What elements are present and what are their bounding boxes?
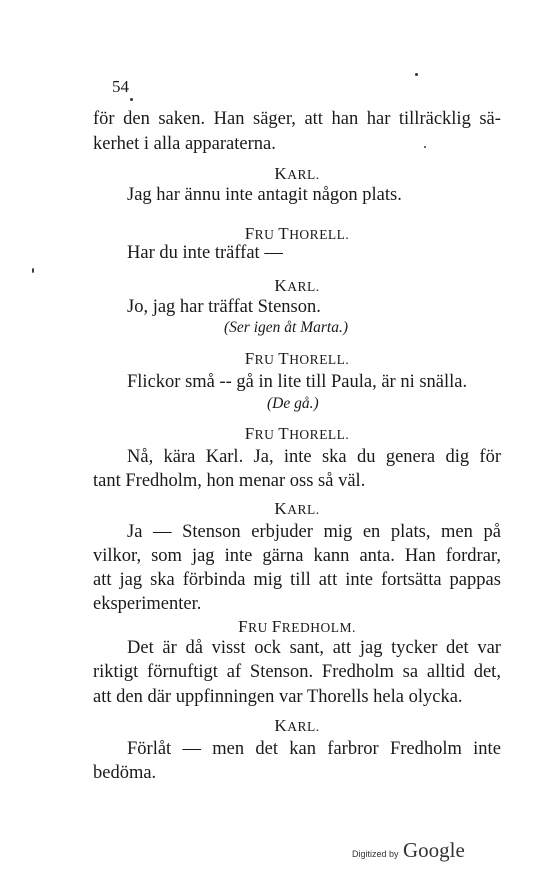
word: Han: [404, 546, 436, 566]
word: Stenson: [182, 522, 241, 542]
text-line: kerhet i alla apparaterna.: [93, 134, 276, 154]
speaker-rest: RU: [248, 620, 272, 635]
word: ska: [321, 447, 347, 467]
word: då: [185, 638, 203, 658]
word: för: [93, 109, 115, 129]
word: att: [304, 109, 323, 129]
text-line: eksperimenter.: [93, 594, 202, 614]
word: sant,: [289, 638, 325, 658]
text-line: [127, 738, 501, 760]
scan-speck: [415, 73, 418, 76]
word: vilkor,: [93, 546, 142, 566]
word: —: [182, 739, 201, 759]
speaker-name: [93, 716, 501, 737]
word: har: [366, 109, 391, 129]
word: till: [290, 570, 311, 590]
word: den: [123, 109, 150, 129]
text-line: [93, 108, 501, 130]
google-logo: Google: [402, 838, 465, 862]
speaker-name: [93, 349, 501, 370]
speaker-rest: HORELL.: [289, 227, 350, 242]
word: anta.: [359, 546, 395, 566]
digitized-label: Digitized by: [352, 849, 399, 859]
word: som: [151, 546, 182, 566]
word: gärna: [262, 546, 304, 566]
word: inte: [224, 546, 253, 566]
word: på: [483, 522, 501, 542]
speaker-rest: ARL.: [287, 167, 320, 182]
word: saken.: [158, 109, 206, 129]
speaker-rest: RU: [254, 352, 279, 367]
speaker-rest: HORELL.: [289, 427, 350, 442]
speaker-initial: F: [238, 617, 249, 636]
word: det: [255, 739, 279, 759]
speaker-initial: F: [244, 224, 255, 243]
speaker-rest: ARL.: [287, 502, 320, 517]
scan-speck: [130, 98, 133, 101]
word: Fredholm: [389, 739, 462, 759]
word: dig: [445, 447, 470, 467]
word: farbror: [327, 739, 379, 759]
word: han: [331, 109, 359, 129]
text-line: bedöma.: [93, 763, 157, 783]
word: Ja,: [253, 447, 274, 467]
speaker-initial: K: [274, 716, 288, 735]
text-line: Flickor små -- gå in lite till Paula, är ni snälla.: [127, 372, 468, 392]
word: jag: [359, 638, 383, 658]
word: men: [212, 739, 245, 759]
word: en: [362, 522, 381, 542]
speaker-name: [93, 424, 501, 445]
speaker-name: [93, 164, 501, 185]
word: förnuftigt: [147, 662, 218, 682]
word: Nå,: [127, 447, 154, 467]
speaker-name: [93, 276, 501, 297]
word: alltid: [426, 662, 465, 682]
speaker-rest: ARL.: [287, 279, 320, 294]
text-line: Jo, jag har träffat Stenson.: [127, 297, 321, 317]
word: kann: [313, 546, 350, 566]
digitized-watermark: [352, 838, 465, 863]
word: Ja: [127, 522, 143, 542]
text-line: tant Fredholm, hon menar oss så väl.: [93, 471, 366, 491]
word: för: [479, 447, 501, 467]
speaker-rest: RU: [254, 427, 279, 442]
text-line: att den där uppfinningen var Thorells hela olycka.: [93, 687, 463, 707]
word: Han: [213, 109, 245, 129]
speaker-initial: F: [244, 424, 255, 443]
word: fortsätta: [380, 570, 442, 590]
word: plats,: [390, 522, 431, 542]
text-line: [93, 661, 501, 683]
page-number: 54: [112, 77, 129, 96]
word: Karl.: [205, 447, 244, 467]
speaker-name: [93, 617, 501, 638]
speaker-initial: T: [278, 349, 290, 368]
word: ock: [254, 638, 281, 658]
text-line: [93, 569, 501, 591]
word: ska: [150, 570, 175, 590]
word: mig: [323, 522, 353, 542]
stage-direction: (Ser igen åt Marta.): [224, 319, 348, 336]
word: visst: [211, 638, 246, 658]
word: kan: [289, 739, 317, 759]
word: kära: [163, 447, 196, 467]
speaker-initial: K: [274, 276, 288, 295]
text-line: Jag har ännu inte antagit någon plats.: [127, 185, 402, 205]
word: inte: [473, 739, 501, 759]
word: —: [153, 522, 172, 542]
speaker-initial: T: [278, 424, 290, 443]
word: att: [93, 570, 112, 590]
word: inte: [283, 447, 312, 467]
speaker-initial: F: [244, 349, 255, 368]
speaker-initial: T: [278, 224, 290, 243]
text-line: Har du inte träffat —: [127, 243, 283, 263]
word: mig: [253, 570, 283, 590]
speaker-initial: K: [274, 164, 288, 183]
word: det,: [473, 662, 501, 682]
word: pappas: [449, 570, 501, 590]
word: att: [332, 638, 352, 658]
word: du: [356, 447, 376, 467]
word: Stenson.: [249, 662, 314, 682]
word: inte: [345, 570, 373, 590]
text-line: [127, 521, 501, 543]
word: jag: [191, 546, 215, 566]
speaker-rest: HORELL.: [289, 352, 350, 367]
speaker-name: [93, 499, 501, 520]
word: tillräcklig: [398, 109, 471, 129]
word: Fredholm: [321, 662, 394, 682]
word: var: [477, 638, 501, 658]
word: erbjuder: [251, 522, 313, 542]
stage-direction: (De gå.): [267, 395, 319, 412]
speaker-initial: F: [271, 617, 282, 636]
word: fordrar,: [445, 546, 501, 566]
word: att: [318, 570, 338, 590]
word: det: [446, 638, 469, 658]
word: sä-: [479, 109, 501, 129]
speaker-rest: RU: [254, 227, 279, 242]
word: förbinda: [182, 570, 246, 590]
text-line: [127, 446, 501, 468]
speaker-initial: K: [274, 499, 288, 518]
word: af: [226, 662, 242, 682]
word: men: [441, 522, 473, 542]
word: riktigt: [93, 662, 139, 682]
scan-speck: [32, 268, 34, 273]
word: jag: [119, 570, 143, 590]
text-line: [93, 545, 501, 567]
word: Det: [127, 638, 154, 658]
word: är: [162, 638, 177, 658]
word: sa: [402, 662, 419, 682]
word: genera: [385, 447, 436, 467]
word: tycker: [391, 638, 438, 658]
speaker-rest: REDHOLM.: [281, 620, 356, 635]
text-line: [127, 637, 501, 659]
word: säger,: [253, 109, 296, 129]
speaker-rest: ARL.: [287, 719, 320, 734]
word: Förlåt: [127, 739, 172, 759]
